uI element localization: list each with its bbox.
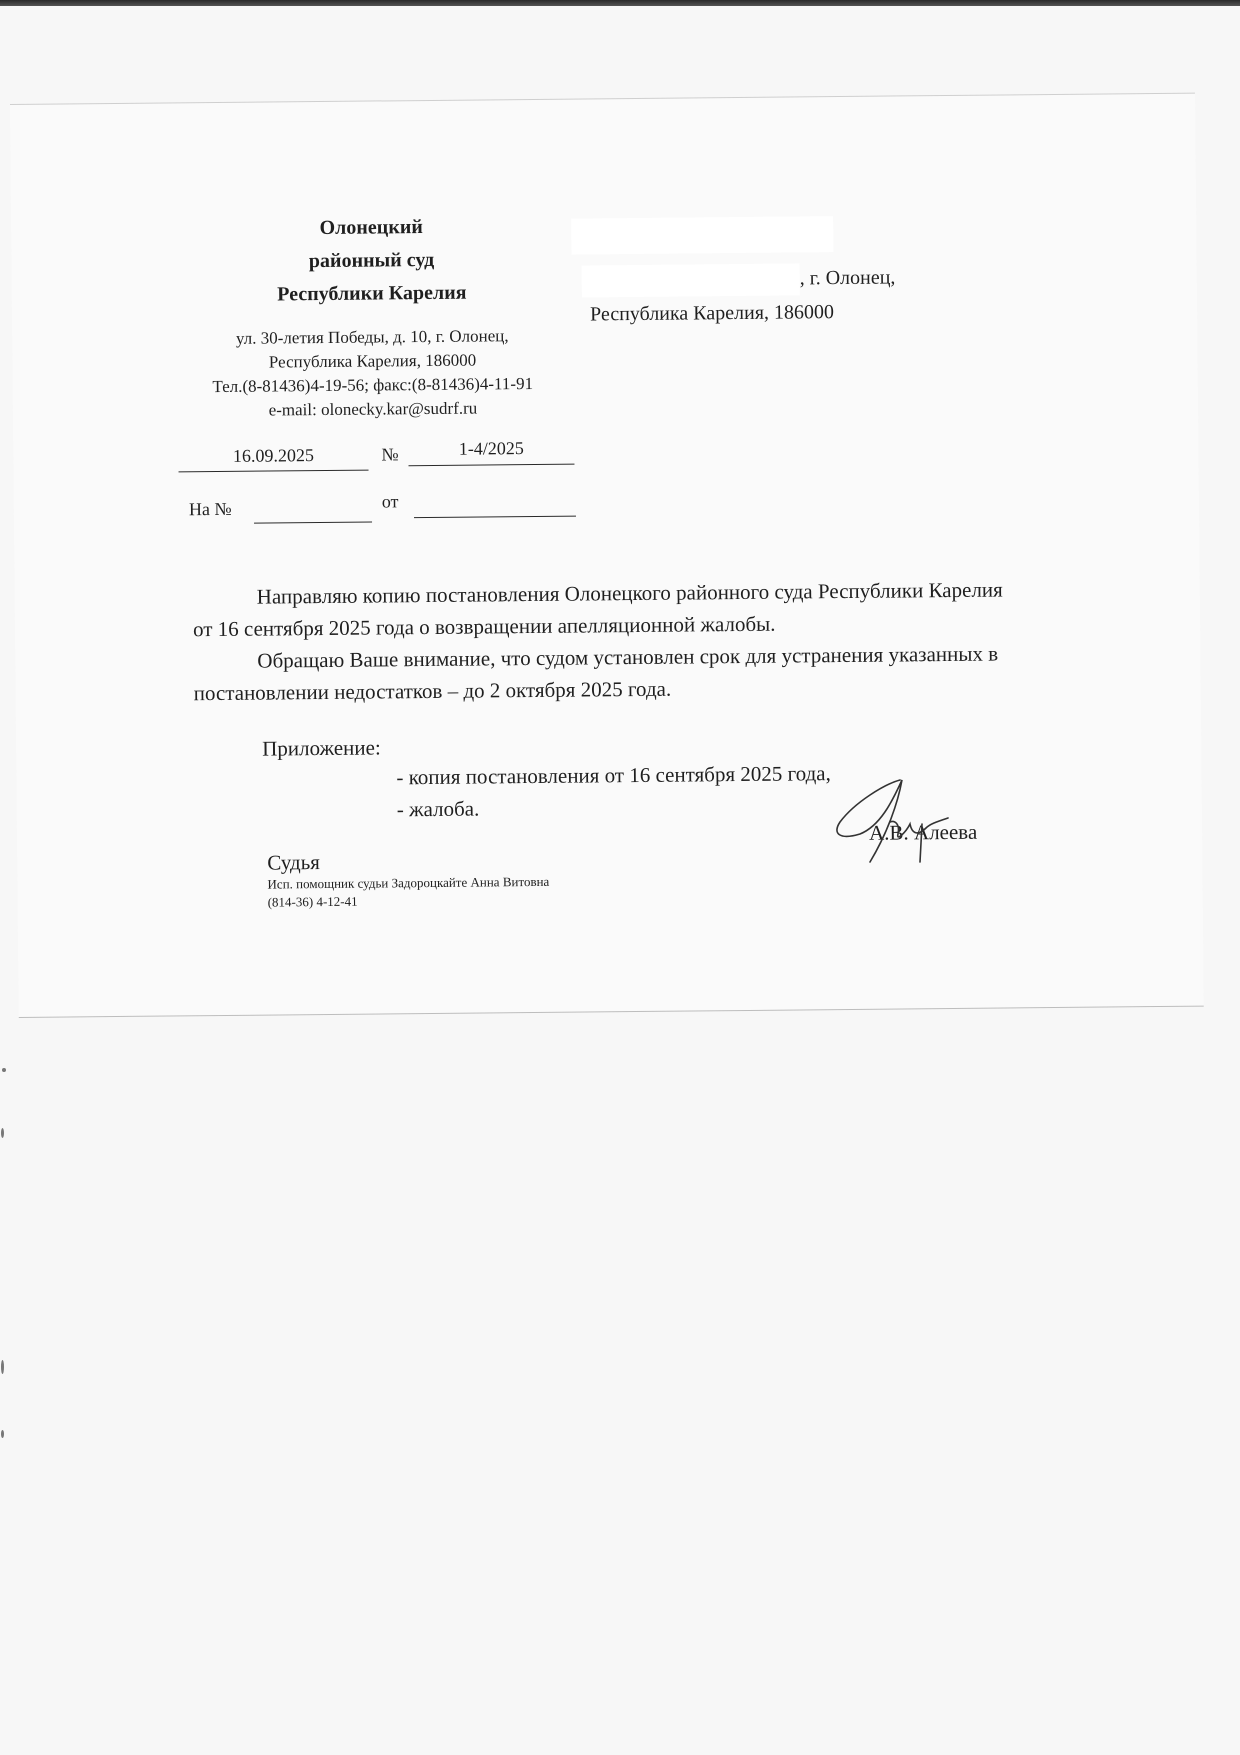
assistant-phone: (814-36) 4-12-41 bbox=[267, 893, 358, 910]
outgoing-date: 16.09.2025 bbox=[232, 445, 314, 466]
recipient-city: , г. Олонец, bbox=[799, 266, 896, 290]
court-name-line-2: районный суд bbox=[308, 248, 435, 273]
number-label: № bbox=[381, 444, 399, 465]
handwritten-signature bbox=[830, 762, 980, 872]
attachment-item-1: - копия постановления от 16 сентября 2025 года, bbox=[396, 761, 831, 790]
scan-speck bbox=[1, 1128, 4, 1138]
scan-speck bbox=[2, 1068, 6, 1072]
recipient-name-redaction bbox=[571, 216, 833, 255]
reply-number-label: На № bbox=[188, 498, 232, 520]
court-phone-fax: Тел.(8-81436)4-19-56; факс:(8-81436)4-11-91 bbox=[212, 373, 534, 397]
paragraph-1-line-1: Направляю копию постановления Олонецкого районного суда Республики Карелия bbox=[256, 577, 1003, 609]
from-label: от bbox=[381, 491, 399, 512]
recipient-region: Республика Карелия, 186000 bbox=[589, 301, 835, 326]
from-date-underline bbox=[414, 516, 576, 519]
signature-role: Судья bbox=[267, 850, 320, 875]
attachment-item-2: - жалоба. bbox=[396, 796, 480, 822]
court-name-line-1: Олонецкий bbox=[319, 216, 423, 240]
paragraph-1-line-2: от 16 сентября 2025 года о возвращении апелляционной жалобы. bbox=[192, 611, 776, 642]
signer-name: А.В. Алеева bbox=[868, 819, 978, 845]
scan-speck bbox=[1, 1430, 4, 1438]
outgoing-number: 1-4/2025 bbox=[458, 438, 524, 459]
attachments-label: Приложение: bbox=[262, 735, 381, 761]
scan-speck bbox=[1, 1360, 4, 1374]
court-name-line-3: Республики Карелия bbox=[277, 281, 467, 306]
number-underline bbox=[408, 464, 574, 467]
recipient-street-redaction bbox=[582, 263, 800, 297]
court-address-line-1: ул. 30-летия Победы, д. 10, г. Олонец, bbox=[235, 326, 509, 348]
date-underline bbox=[179, 470, 369, 473]
court-address-line-2: Республика Карелия, 186000 bbox=[268, 350, 477, 372]
scan-top-edge bbox=[0, 0, 1240, 6]
assistant-name: Исп. помощник судьи Задороцкайте Анна Витовна bbox=[267, 873, 550, 892]
court-email: e-mail: olonecky.kar@sudrf.ru bbox=[268, 398, 478, 420]
letter-sheet bbox=[10, 93, 1204, 1018]
paragraph-2-line-1: Обращаю Ваше внимание, что судом установлен срок для устранения указанных в bbox=[257, 641, 999, 673]
reply-number-underline bbox=[254, 522, 372, 524]
paragraph-2-line-2: постановлении недостатков – до 2 октября 2025 года. bbox=[193, 676, 672, 706]
